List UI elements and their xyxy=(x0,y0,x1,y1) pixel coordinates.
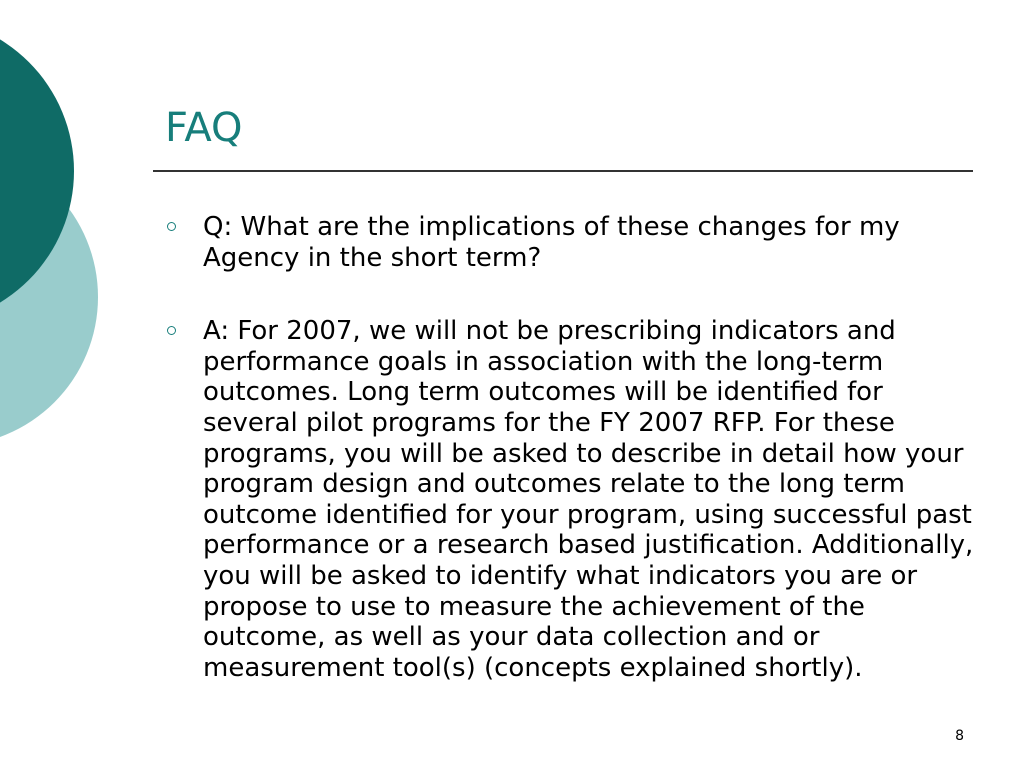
faq-answer xyxy=(160,316,980,683)
faq-question xyxy=(160,212,980,273)
faq-list xyxy=(160,212,980,683)
question-text: Q: What are the implications of these changes for my Agency in the short term? xyxy=(203,212,900,273)
slide-number: 8 xyxy=(955,728,964,744)
answer-text: A: For 2007, we will not be prescribing indicators and performance goals in association with the long-term outcomes. Long term outcomes will be identified for several pilot programs for the FY 2007 RFP. For these programs, you will be asked to describe in detail how your program design and outcomes relate to the long term outcome identified for your program, using successful past performance or a research based justification. Additionally, you will be asked to identify what indicators you are or propose to use to measure the achievement of the outcome, as well as your data collection and or measurement tool(s) (concepts explained shortly). xyxy=(203,316,974,683)
title-divider xyxy=(153,170,973,172)
hollow-circle-icon xyxy=(167,222,176,231)
hollow-circle-icon xyxy=(167,326,176,335)
slide-title: FAQ xyxy=(165,105,243,151)
